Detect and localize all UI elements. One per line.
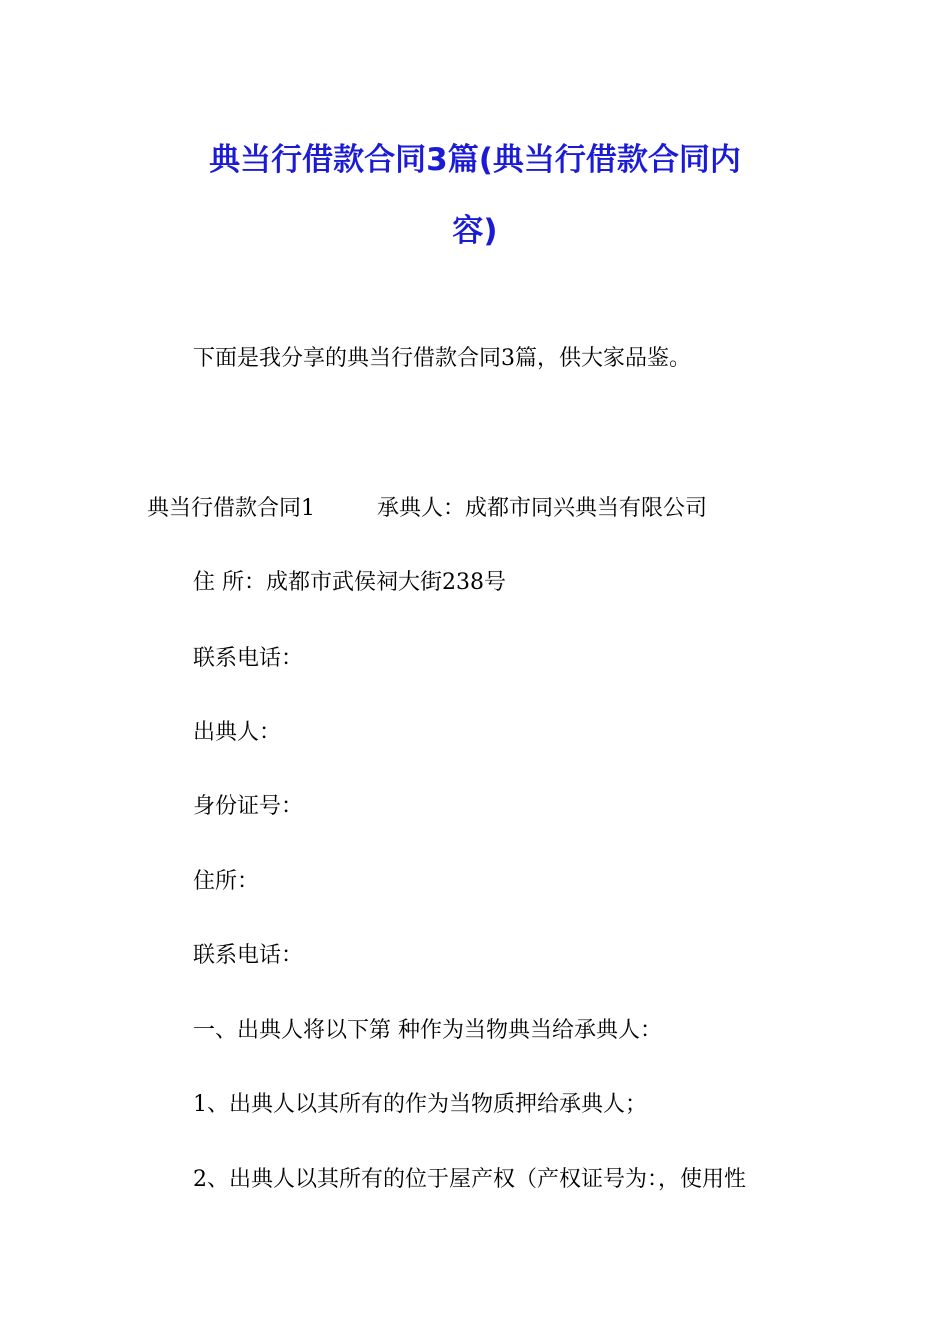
contract-heading: 典当行借款合同1 [147, 496, 315, 521]
phone-line-1: 联系电话： [193, 646, 304, 671]
id-number-line: 身份证号： [193, 794, 304, 819]
document-title-line-2: 容) [452, 213, 498, 249]
address-line-1: 住 所：成都市武侯祠大街238号 [193, 570, 506, 595]
intro-paragraph: 下面是我分享的典当行借款合同3篇，供大家品鉴。 [193, 346, 691, 371]
phone-line-2: 联系电话： [193, 943, 304, 968]
pledgor-line: 出典人： [193, 720, 282, 745]
document-title-line-1: 典当行借款合同3篇(典当行借款合同内 [209, 142, 741, 178]
clause-item-2: 2、出典人以其所有的位于屋产权（产权证号为：，使用性 [193, 1167, 746, 1192]
clause-1: 一、出典人将以下第 种作为当物典当给承典人： [193, 1018, 662, 1043]
clause-item-1: 1、出典人以其所有的作为当物质押给承典人； [193, 1092, 647, 1117]
contract-heading-line [147, 494, 707, 524]
pawnbroker-line: 承典人：成都市同兴典当有限公司 [377, 496, 708, 521]
address-line-2: 住所： [193, 869, 260, 894]
